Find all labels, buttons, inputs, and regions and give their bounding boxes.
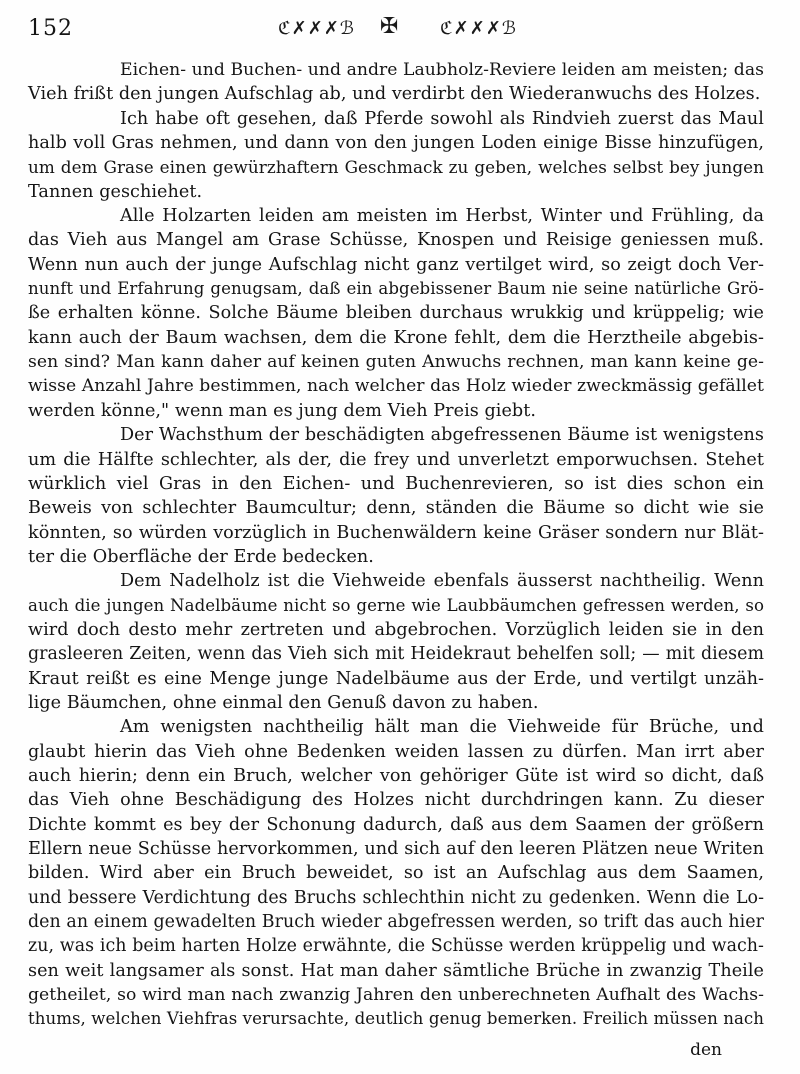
ornament-left-icon: ℭ✗✗✗ℬ	[278, 18, 356, 39]
text-line: Tannen geschiehet.	[28, 181, 203, 202]
text-line: den an einem gewadelten Bruch wieder abgefressen werden, so trift das auch hier	[28, 912, 764, 933]
text-line: nunft und Erfahrung genugsam, daß ein abgebissener Baum nie seine natürliche Grö-	[28, 279, 764, 299]
text-line: Beweis von schlechter Baumcultur; denn, ständen die Bäume so dicht wie sie	[28, 498, 764, 519]
text-line: sen sind? Man kann daher auf keinen guten Anwuchs rechnen, man kann keine ge-	[28, 352, 764, 373]
text-line: lige Bäumchen, ohne einmal den Genuß davon zu haben.	[28, 692, 539, 713]
page-header	[28, 14, 778, 50]
text-line: getheilet, so wird man nach zwanzig Jahren den unberechneten Aufhalt des Wachs-	[28, 985, 764, 1006]
text-line: um dem Grase einen gewürzhaftern Geschmack zu geben, welches selbst bey jungen	[28, 157, 764, 178]
text-line: wird doch desto mehr zertreten und abgebrochen. Vorzüglich leiden sie in den	[28, 619, 764, 640]
text-line: auch hierin; denn ein Bruch, welcher von gehöriger Güte ist wird so dicht, daß	[28, 765, 764, 786]
text-line: Ellern neue Schüsse hervorkommen, und sich auf den leeren Plätzen neue Writen	[28, 839, 764, 859]
text-line: das Vieh aus Mangel am Grase Schüsse, Knospen und Reisige geniessen muß.	[28, 230, 764, 251]
text-line: Ich habe oft gesehen, daß Pferde sowohl als Rindvieh zuerst das Maul	[120, 108, 764, 129]
text-line: Wenn nun auch der junge Aufschlag nicht ganz vertilget wird, so zeigt doch Ver-	[28, 254, 764, 275]
text-line: grasleeren Zeiten, wenn das Vieh sich mit Heidekraut behelfen soll; — mit diesem	[28, 644, 764, 665]
text-line: halb voll Gras nehmen, und dann von den jungen Loden einige Bisse hinzufügen,	[28, 133, 764, 154]
text-line: ter die Oberfläche der Erde bedecken.	[28, 546, 374, 567]
text-line: Eichen- und Buchen- und andre Laubholz-Reviere leiden am meisten; das	[120, 60, 764, 80]
text-line: thums, welchen Viehfras verursachte, deutlich genug bemerken. Freilich müssen nach	[28, 1009, 764, 1029]
text-line: Kraut reißt es eine Menge junge Nadelbäume aus der Erde, und vertilgt unzäh-	[28, 668, 764, 689]
text-line: Am wenigsten nachtheilig hält man die Viehweide für Brüche, und	[120, 717, 764, 738]
text-line: Alle Holzarten leiden am meisten im Herbst, Winter und Frühling, da	[120, 206, 764, 227]
text-line: auch die jungen Nadelbäume nicht so gerne wie Laubbäumchen gefressen werden, so	[28, 595, 764, 615]
text-line: Dichte kommt es bey der Schonung dadurch, daß aus dem Saamen der größern	[28, 814, 764, 835]
text-line: bilden. Wird aber ein Bruch beweidet, so ist an Aufschlag aus dem Saamen,	[28, 863, 764, 884]
text-line: und bessere Verdichtung des Bruchs schlechthin nicht zu gedenken. Wenn die Lo-	[28, 887, 764, 908]
text-line: Dem Nadelholz ist die Viehweide ebenfals äusserst nachtheilig. Wenn	[120, 571, 764, 592]
text-line: Vieh frißt den jungen Aufschlag ab, und verdirbt den Wiederanwuchs des Holzes.	[28, 84, 761, 105]
text-line: wisse Anzahl Jahre bestimmen, nach welcher das Holz wieder zweckmässig gefället	[28, 376, 764, 397]
ornament-right-icon: ℭ✗✗✗ℬ	[440, 18, 518, 39]
page-number: 152	[28, 16, 73, 41]
catchword: den	[690, 1040, 722, 1060]
text-line: ße erhalten könne. Solche Bäume bleiben durchaus wrukkig und krüppelig; wie	[28, 303, 764, 324]
text-line: werden könne," wenn man es jung dem Vieh Preis giebt.	[28, 400, 537, 421]
text-line: glaubt hierin das Vieh ohne Bedenken weiden lassen zu dürfen. Man irrt aber	[28, 741, 764, 762]
ornament-center-icon: ✠	[380, 14, 400, 39]
text-line: zu, was ich beim harten Holze erwähnte, die Schüsse werden krüppelig und wach-	[28, 936, 764, 957]
text-line: sen weit langsamer als sonst. Hat man daher sämtliche Brüche in zwanzig Theile	[28, 960, 764, 981]
text-line: Der Wachsthum der beschädigten abgefressenen Bäume ist wenigstens	[120, 425, 764, 446]
text-line: um die Hälfte schlechter, als der, die frey und unverletzt emporwuchsen. Stehet	[28, 449, 764, 470]
text-line: könnten, so würden vorzüglich in Buchenwäldern keine Gräser sondern nur Blät-	[28, 522, 764, 543]
text-line: das Vieh ohne Beschädigung des Holzes nicht durchdringen kann. Zu dieser	[28, 790, 764, 811]
text-line: würklich viel Gras in den Eichen- und Buchenrevieren, so ist dies schon ein	[28, 473, 764, 494]
text-line: kann auch der Baum wachsen, dem die Krone fehlt, dem die Herztheile abgebis-	[28, 327, 764, 348]
body-text	[28, 58, 764, 1032]
